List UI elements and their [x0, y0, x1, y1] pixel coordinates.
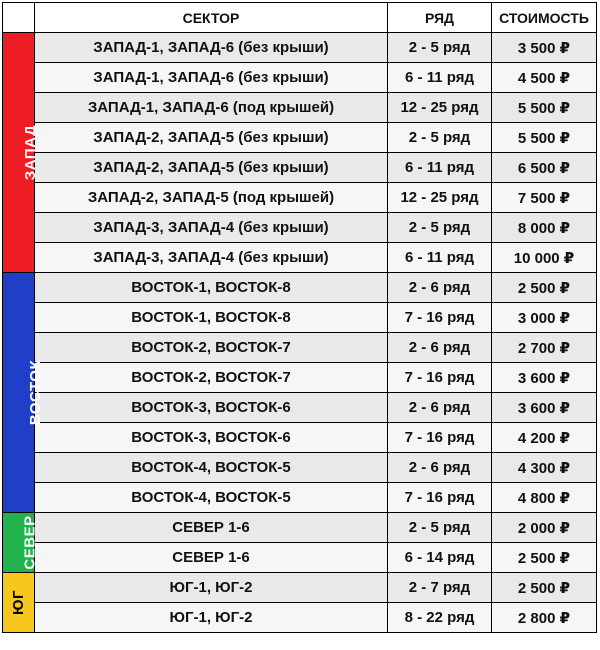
header-price: СТОИМОСТЬ	[492, 3, 597, 33]
table-row	[3, 423, 597, 453]
table-row	[3, 513, 597, 543]
price-cell: 5 500 ₽	[492, 123, 597, 153]
row-range-cell: 2 - 7 ряд	[388, 573, 492, 603]
sector-cell: СЕВЕР 1-6	[35, 543, 388, 573]
sector-cell: ЗАПАД-2, ЗАПАД-5 (без крыши)	[35, 153, 388, 183]
header-row-col: РЯД	[388, 3, 492, 33]
price-cell: 3 500 ₽	[492, 33, 597, 63]
sector-cell: ЗАПАД-2, ЗАПАД-5 (под крышей)	[35, 183, 388, 213]
price-cell: 3 600 ₽	[492, 363, 597, 393]
table-row	[3, 243, 597, 273]
row-range-cell: 2 - 6 ряд	[388, 333, 492, 363]
row-range-cell: 2 - 6 ряд	[388, 453, 492, 483]
price-table	[2, 2, 597, 633]
header-sector: СЕКТОР	[35, 3, 388, 33]
zone-label: СЕВЕР	[21, 515, 39, 570]
table-row	[3, 93, 597, 123]
price-cell: 4 500 ₽	[492, 63, 597, 93]
sector-cell: ВОСТОК-1, ВОСТОК-8	[35, 273, 388, 303]
sector-cell: ВОСТОК-3, ВОСТОК-6	[35, 423, 388, 453]
table-row	[3, 273, 597, 303]
price-cell: 3 000 ₽	[492, 303, 597, 333]
table-row	[3, 573, 597, 603]
sector-cell: ВОСТОК-4, ВОСТОК-5	[35, 453, 388, 483]
price-cell: 2 500 ₽	[492, 543, 597, 573]
table-row	[3, 303, 597, 333]
zone-label: ВОСТОК	[27, 359, 45, 426]
row-range-cell: 7 - 16 ряд	[388, 483, 492, 513]
table-row	[3, 333, 597, 363]
row-range-cell: 2 - 5 ряд	[388, 513, 492, 543]
sector-cell: ВОСТОК-3, ВОСТОК-6	[35, 393, 388, 423]
row-range-cell: 6 - 11 ряд	[388, 243, 492, 273]
table-row	[3, 453, 597, 483]
table-row	[3, 543, 597, 573]
table-row	[3, 483, 597, 513]
row-range-cell: 7 - 16 ряд	[388, 423, 492, 453]
sector-cell: ЗАПАД-1, ЗАПАД-6 (под крышей)	[35, 93, 388, 123]
zone-label-cell	[3, 513, 39, 573]
price-cell: 2 500 ₽	[492, 273, 597, 303]
row-range-cell: 2 - 5 ряд	[388, 33, 492, 63]
row-range-cell: 2 - 6 ряд	[388, 393, 492, 423]
price-cell: 2 800 ₽	[492, 603, 597, 633]
row-range-cell: 7 - 16 ряд	[388, 363, 492, 393]
table-row	[3, 213, 597, 243]
table-row	[3, 393, 597, 423]
zone-label-cell	[3, 33, 40, 273]
row-range-cell: 12 - 25 ряд	[388, 183, 492, 213]
price-cell: 4 800 ₽	[492, 483, 597, 513]
price-cell: 2 500 ₽	[492, 573, 597, 603]
row-range-cell: 6 - 14 ряд	[388, 543, 492, 573]
price-table-body	[3, 33, 597, 633]
price-cell: 8 000 ₽	[492, 213, 597, 243]
row-range-cell: 12 - 25 ряд	[388, 93, 492, 123]
sector-cell: ЗАПАД-3, ЗАПАД-4 (без крыши)	[35, 213, 388, 243]
price-cell: 2 700 ₽	[492, 333, 597, 363]
sector-cell: ВОСТОК-1, ВОСТОК-8	[35, 303, 388, 333]
table-row	[3, 33, 597, 63]
sector-cell: ЮГ-1, ЮГ-2	[35, 573, 388, 603]
table-row	[3, 153, 597, 183]
zone-label-cell	[3, 573, 35, 633]
row-range-cell: 7 - 16 ряд	[388, 303, 492, 333]
sector-cell: ВОСТОК-2, ВОСТОК-7	[35, 333, 388, 363]
price-cell: 4 300 ₽	[492, 453, 597, 483]
table-row	[3, 123, 597, 153]
sector-cell: ЗАПАД-3, ЗАПАД-4 (без крыши)	[35, 243, 388, 273]
price-cell: 5 500 ₽	[492, 93, 597, 123]
sector-cell: ЗАПАД-1, ЗАПАД-6 (без крыши)	[35, 63, 388, 93]
sector-cell: ЗАПАД-2, ЗАПАД-5 (без крыши)	[35, 123, 388, 153]
row-range-cell: 2 - 5 ряд	[388, 123, 492, 153]
header-row	[3, 3, 597, 33]
zone-label-cell	[3, 273, 45, 513]
row-range-cell: 6 - 11 ряд	[388, 63, 492, 93]
zone-label: ЮГ	[9, 590, 27, 615]
price-cell: 10 000 ₽	[492, 243, 597, 273]
sector-cell: ЗАПАД-1, ЗАПАД-6 (без крыши)	[35, 33, 388, 63]
table-row	[3, 63, 597, 93]
row-range-cell: 2 - 5 ряд	[388, 213, 492, 243]
sector-cell: ВОСТОК-4, ВОСТОК-5	[35, 483, 388, 513]
price-cell: 2 000 ₽	[492, 513, 597, 543]
sector-cell: ЮГ-1, ЮГ-2	[35, 603, 388, 633]
table-row	[3, 183, 597, 213]
table-row	[3, 363, 597, 393]
sector-cell: ВОСТОК-2, ВОСТОК-7	[35, 363, 388, 393]
row-range-cell: 6 - 11 ряд	[388, 153, 492, 183]
row-range-cell: 8 - 22 ряд	[388, 603, 492, 633]
sector-cell: СЕВЕР 1-6	[35, 513, 388, 543]
zone-label: ЗАПАД	[22, 124, 40, 181]
price-cell: 4 200 ₽	[492, 423, 597, 453]
header-zone	[3, 3, 35, 33]
price-cell: 7 500 ₽	[492, 183, 597, 213]
table-row	[3, 603, 597, 633]
price-cell: 6 500 ₽	[492, 153, 597, 183]
row-range-cell: 2 - 6 ряд	[388, 273, 492, 303]
price-cell: 3 600 ₽	[492, 393, 597, 423]
